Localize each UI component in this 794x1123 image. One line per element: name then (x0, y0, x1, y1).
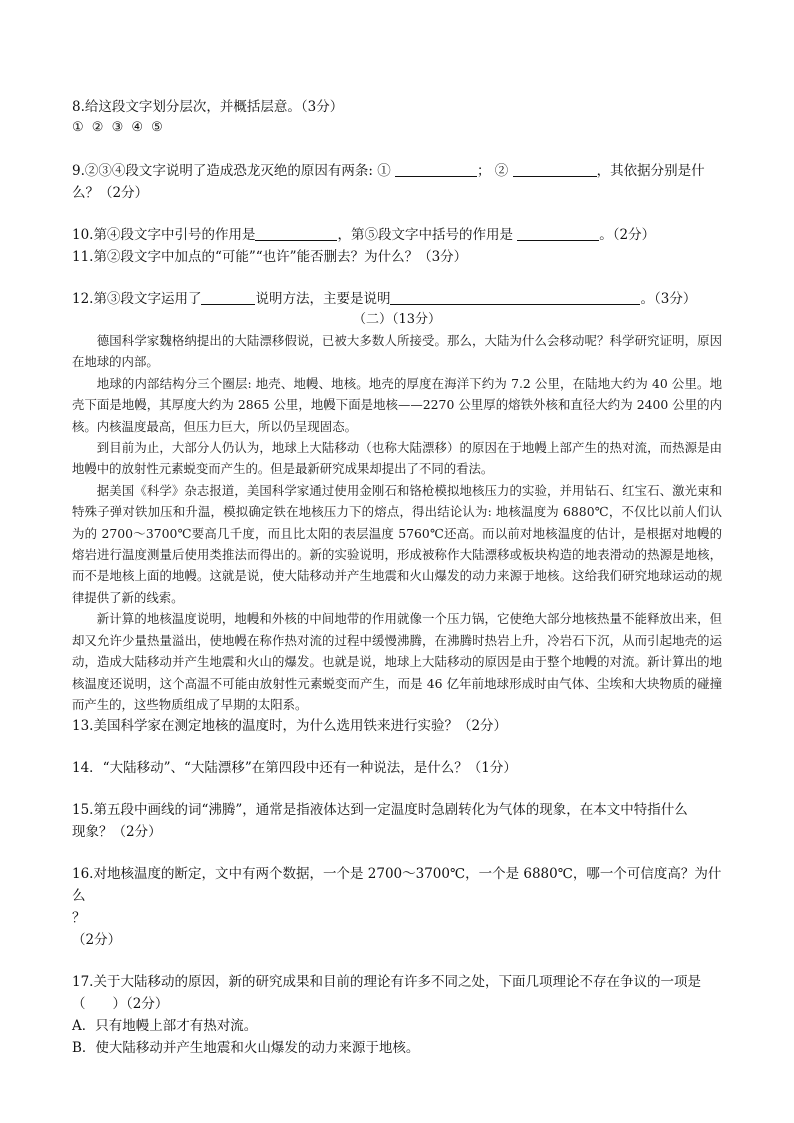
question-8: 8.给这段文字划分层次，并概括层意。（3分） (72, 99, 344, 115)
question-9: 9.②③④段文字说明了造成恐龙灭绝的原因有两条: ① ； ② ，其依据分别是什 (72, 163, 705, 179)
question-15: 15.第五段中画线的词“沸腾”，通常是指液体达到一定温度时急剧转化为气体的现象，在本文中特指什么 (72, 802, 688, 819)
question-16: 16.对地核温度的断定，文中有两个数据，一个是 2700～3700℃，一个是 6880℃，哪一个可信度高？为什么 (72, 866, 722, 905)
question-9-cont: 么？（2分） (72, 185, 149, 201)
paragraph-numbers: ① ② ③ ④ ⑤ (72, 120, 165, 135)
question-14: 14．“大陆移动”、“大陆漂移”在第四段中还有一种说法，是什么？（1分） (72, 760, 517, 777)
question-16-score: （2分） (72, 932, 122, 949)
passage-paragraph-5: 新计算的地核温度说明，地幔和外核的中间地带的作用就像一个压力锅，它使绝大部分地核热量不能释放出来，但却又允许少量热量溢出，使地幔在称作热对流的过程中缓慢沸腾，在沸腾时热岩上升，冷岩石下沉，从而引起地壳的运动，造成大陆移动并产生地震和火山的爆发。也就是说，地球上大陆移动的原因是由于整个地幔的对流。新计算出的地核温度还说明，这个高温不可能由放射性元素蜕变而产生，而是 46 亿年前地球形成时由气体、尘埃和大块物质的碰撞而产生的，这些物质组成了早期的太阳系。 (72, 611, 722, 712)
question-15-cont: 现象？（2分） (72, 824, 162, 841)
passage-paragraph-3: 到目前为止，大部分人仍认为，地球上大陆移动（也称大陆漂移）的原因在于地幔上部产生的热对流，而热源是由地幔中的放射性元素蜕变而产生的。但是最新研究成果却提出了不同的看法。 (72, 440, 722, 477)
section-heading: （二）（13分） (352, 312, 442, 327)
passage-paragraph-2: 地球的内部结构分三个圈层: 地壳、地幔、地核。地壳的厚度在海洋下约为 7.2 公里，在陆地大约为 40 公里。地壳下面是地幔，其厚度大约为 2865 公里，地幔下面是地核——2270 公里厚的熔铁外核和直径大约为 2400 公里的内核。内核温度最高，但压力巨大，所以仍呈现固态。 (72, 375, 722, 434)
answer-blank-9b[interactable] (513, 162, 597, 177)
answer-blank-10a[interactable] (255, 226, 337, 241)
option-a[interactable]: A．只有地幔上部才有热对流。 (72, 1018, 258, 1035)
answer-blank-12b[interactable] (390, 290, 640, 305)
passage-paragraph-1: 德国科学家魏格纳提出的大陆漂移假说，已被大多数人所接受。那么，大陆为什么会移动呢？科学研究证明，原因在地球的内部。 (72, 333, 722, 370)
question-17: 17.关于大陆移动的原因，新的研究成果和目前的理论有许多不同之处，下面几项理论不存在争议的一项是 (72, 974, 701, 991)
option-b[interactable]: B．使大陆移动并产生地震和火山爆发的动力来源于地核。 (72, 1040, 420, 1057)
answer-blank-9a[interactable] (395, 162, 477, 177)
question-17-bracket: （ ）（2分） (72, 996, 169, 1013)
answer-blank-10b[interactable] (517, 226, 599, 241)
worksheet (72, 96, 722, 1059)
question-16-cont: ？ (72, 910, 86, 927)
answer-blank-12a[interactable] (201, 290, 255, 305)
question-10: 10.第④段文字中引号的作用是 ，第⑤段文字中括号的作用是 。（2分） (72, 227, 656, 243)
question-11: 11.第②段文字中加点的“可能”“也许”能否删去？为什么？（3分） (72, 249, 468, 265)
question-13: 13.美国科学家在测定地核的温度时，为什么选用铁来进行实验？（2分） (72, 718, 508, 735)
passage-paragraph-4: 据美国《科学》杂志报道，美国科学家通过使用金刚石和铬枪模拟地核压力的实验，并用钻石、红宝石、激光束和特殊子弹对铁加压和升温，模拟确定铁在地核压力下的熔点，得出结论认为: 地核温度为 6880℃，不仅比以前人们认为的 2700～3700℃要高几千度，而且比太阳的表层温度 5760℃还高。而以前对地核温度的估计，是根据对地幔的熔岩进行温度测量后使用类推法而得出的。新的实验说明，形成被称作大陆漂移或板块构造的地表滑动的热源是地核，而不是地核上面的地幔。这就是说，使大陆移动并产生地震和火山爆发的动力来源于地核。这给我们研究地球运动的规律提供了新的线索。 (72, 482, 722, 605)
question-12: 12.第③段文字运用了 说明方法，主要是说明 。（3分） (72, 291, 697, 307)
